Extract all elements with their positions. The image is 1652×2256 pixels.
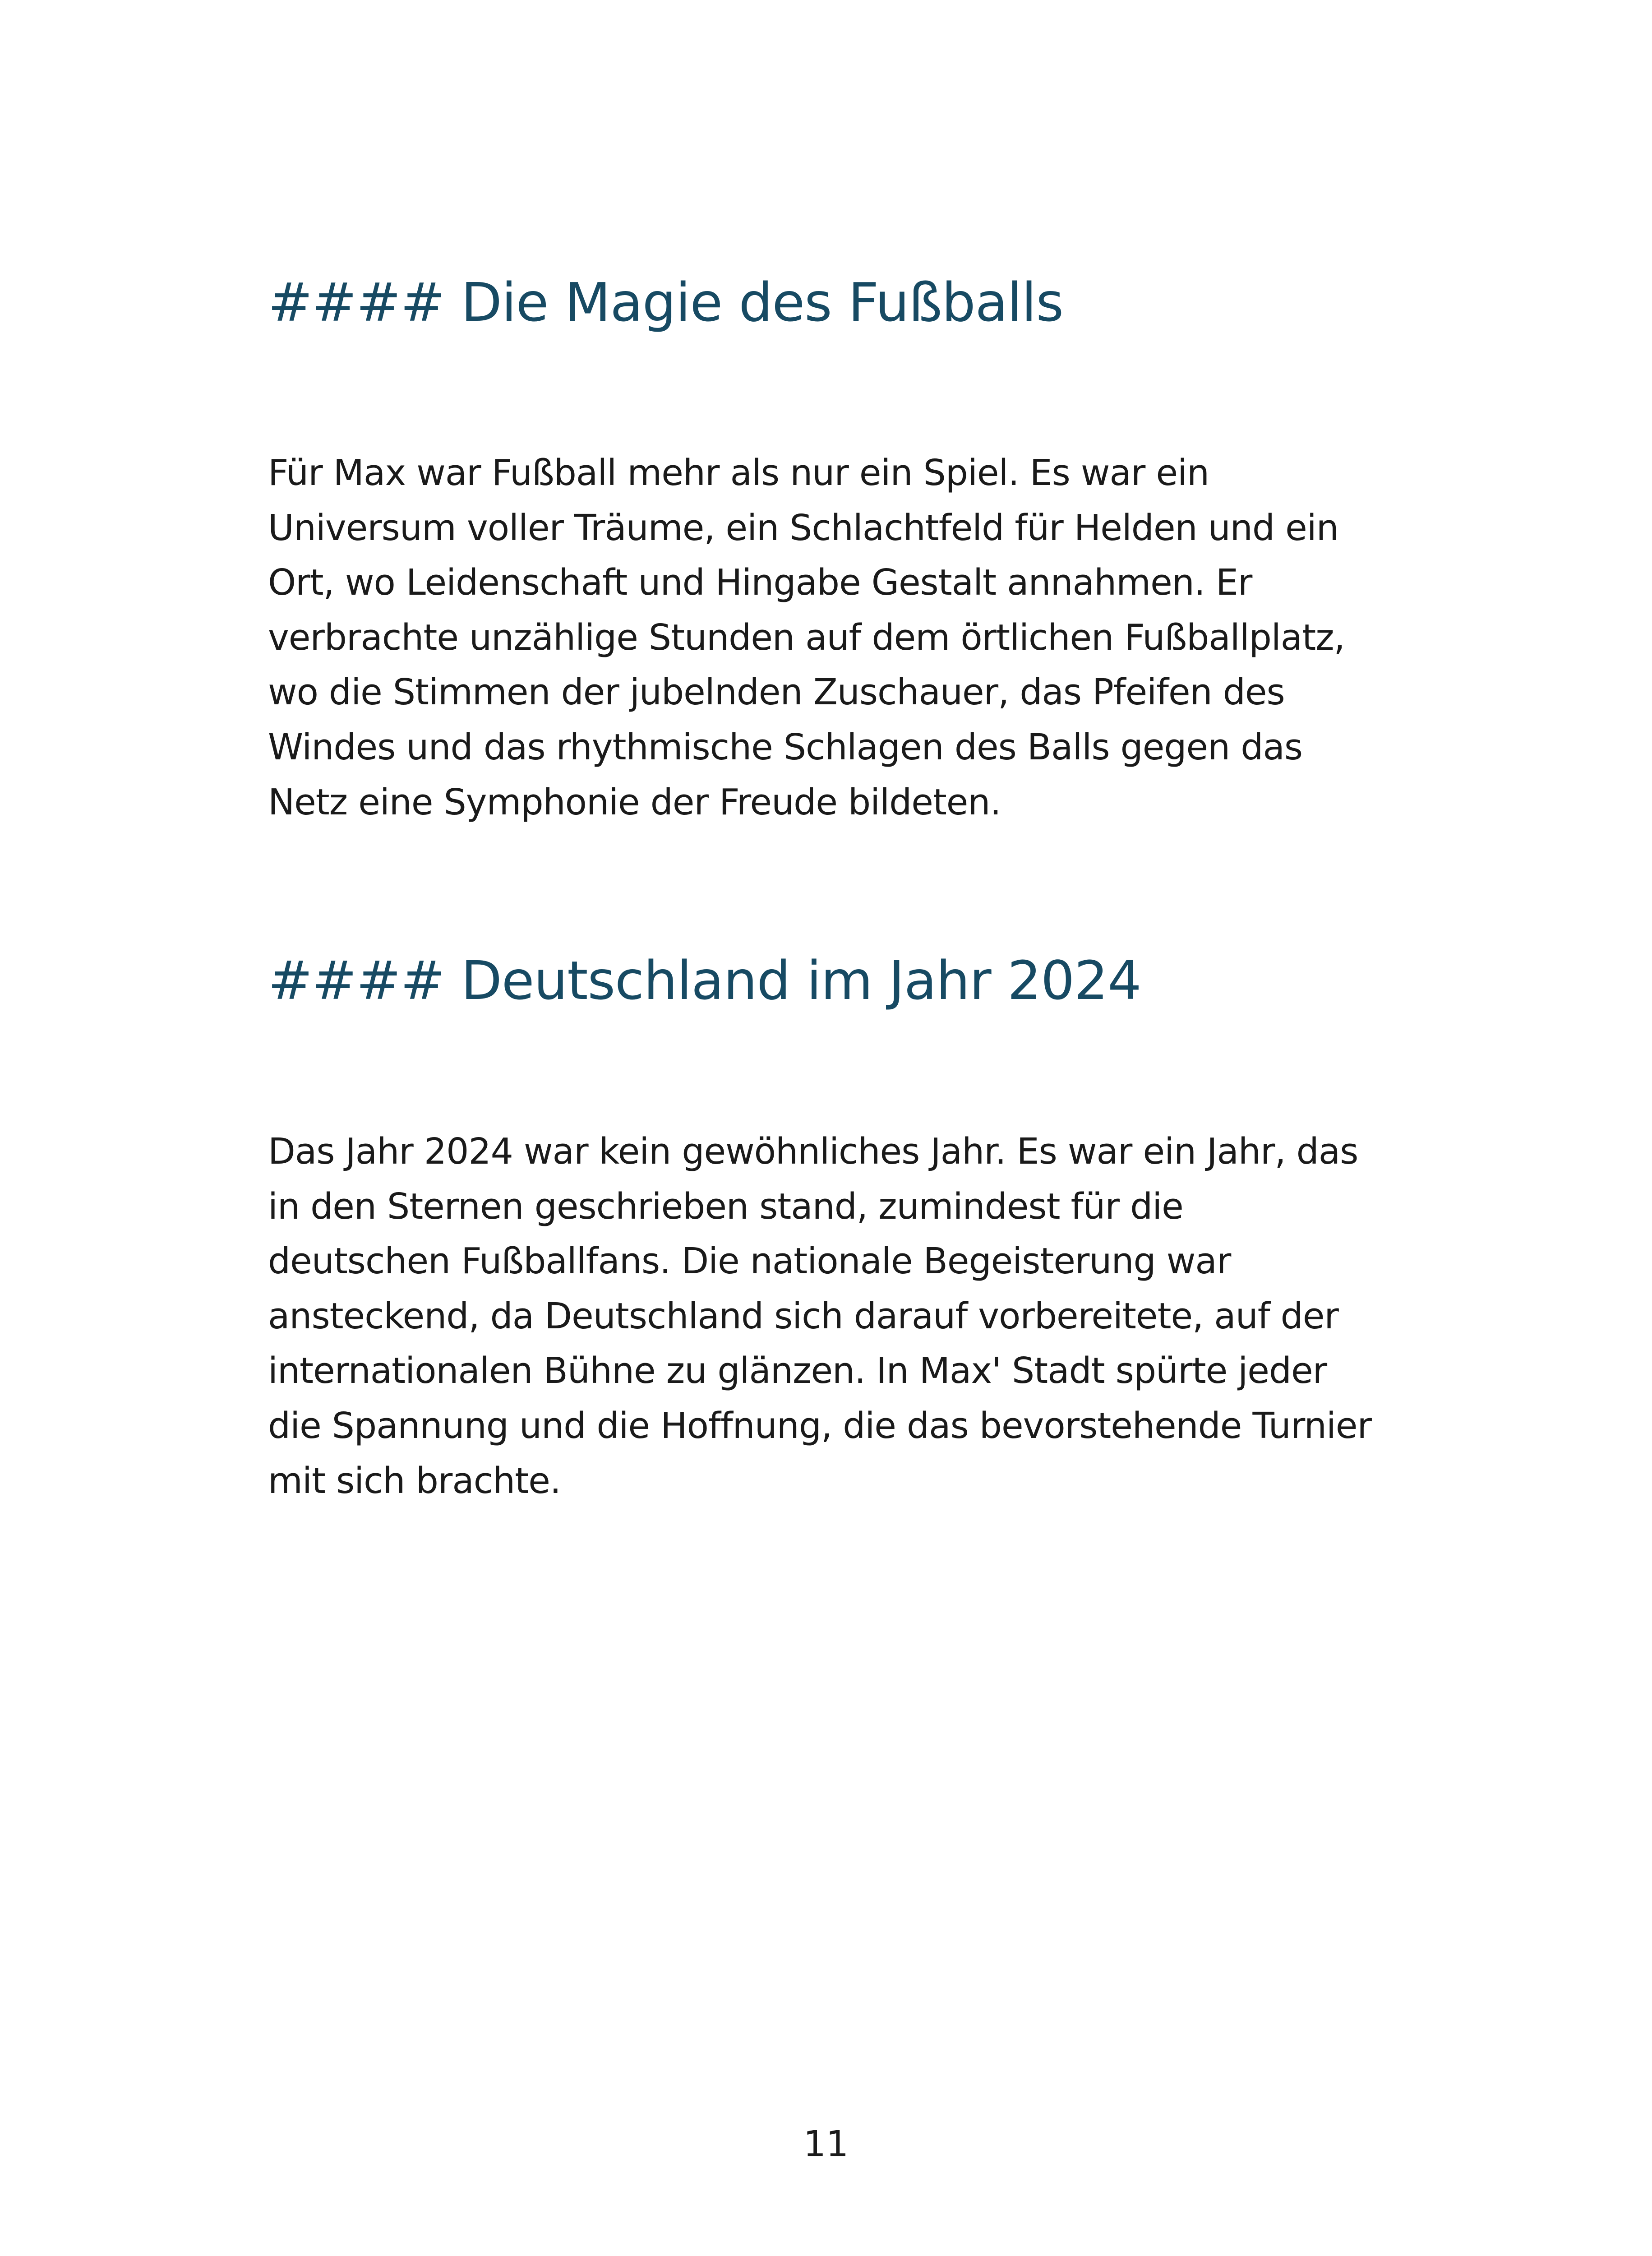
paragraph-line: in den Sternen geschrieben stand, zumindest für die bbox=[268, 1185, 1183, 1227]
paragraph-line: Ort, wo Leidenschaft und Hingabe Gestalt annahmen. Er bbox=[268, 562, 1252, 604]
paragraph-line: verbrachte unzählige Stunden auf dem örtlichen Fußballplatz, bbox=[268, 616, 1345, 658]
paragraph-line: Windes und das rhythmische Schlagen des Balls gegen das bbox=[268, 726, 1303, 768]
section-paragraph-deutschland bbox=[268, 1124, 1371, 1508]
page-number: 11 bbox=[803, 2123, 849, 2165]
paragraph-line: deutschen Fußballfans. Die nationale Begeisterung war bbox=[268, 1240, 1231, 1282]
paragraph-line: ansteckend, da Deutschland sich darauf vorbereitete, auf der bbox=[268, 1295, 1338, 1337]
paragraph-line: Netz eine Symphonie der Freude bildeten. bbox=[268, 781, 1001, 823]
paragraph-line: Das Jahr 2024 war kein gewöhnliches Jahr. Es war ein Jahr, das bbox=[268, 1131, 1358, 1172]
section-heading-magie: #### Die Magie des Fußballs bbox=[268, 271, 1063, 333]
paragraph-line: mit sich brachte. bbox=[268, 1460, 561, 1502]
section-heading-deutschland: #### Deutschland im Jahr 2024 bbox=[268, 949, 1141, 1012]
paragraph-line: die Spannung und die Hoffnung, die das bevorstehende Turnier bbox=[268, 1405, 1372, 1447]
section-paragraph-magie bbox=[268, 446, 1345, 830]
paragraph-line: Für Max war Fußball mehr als nur ein Spiel. Es war ein bbox=[268, 452, 1209, 494]
paragraph-line: Universum voller Träume, ein Schlachtfeld für Helden und ein bbox=[268, 507, 1338, 549]
paragraph-line: internationalen Bühne zu glänzen. In Max' Stadt spürte jeder bbox=[268, 1350, 1327, 1392]
paragraph-line: wo die Stimmen der jubelnden Zuschauer, das Pfeifen des bbox=[268, 671, 1285, 713]
